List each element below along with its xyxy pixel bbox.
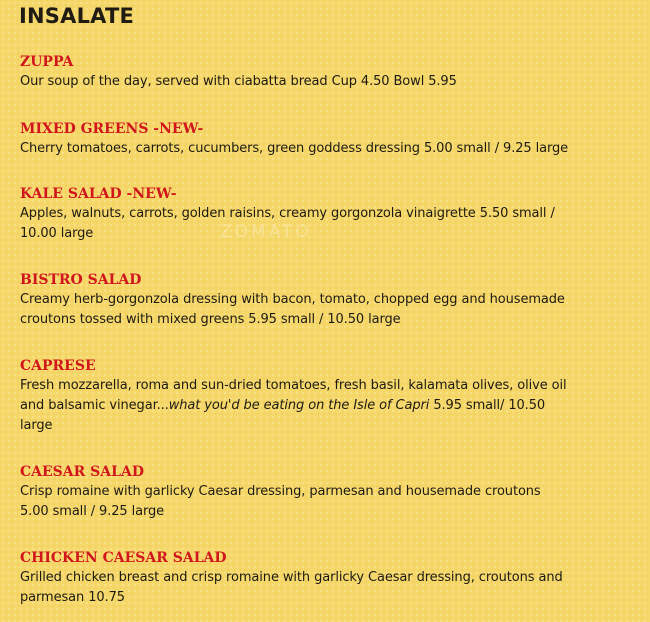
item-description-line-3: large — [20, 418, 53, 433]
item-name: BISTRO SALAD — [20, 272, 142, 288]
item-description-line-1: Creamy herb-gorgonzola dressing with bacon, tomato, chopped egg and housemade — [20, 292, 565, 307]
item-description-line-1: Crisp romaine with garlicky Caesar dressing, parmesan and housemade croutons — [20, 484, 541, 499]
item-name: CHICKEN CAESAR SALAD — [20, 550, 227, 566]
item-name: KALE SALAD -NEW- — [20, 186, 177, 202]
item-description-line-2: 10.00 large — [20, 226, 94, 241]
menu-item-kale-salad — [20, 184, 640, 244]
item-name: MIXED GREENS -NEW- — [20, 121, 204, 137]
item-price: 5.95 small/ 10.50 — [429, 398, 546, 413]
menu-item-caesar-salad — [20, 462, 640, 522]
item-description-line-2: 5.00 small / 9.25 large — [20, 504, 165, 519]
menu-item-caprese — [20, 356, 640, 436]
item-description-line-2: parmesan 10.75 — [20, 590, 125, 605]
item-description-line-2 — [20, 396, 640, 416]
item-name: ZUPPA — [20, 54, 74, 70]
item-description-italic: what you'd be eating on the Isle of Capri — [168, 398, 430, 413]
item-description-line-2: croutons tossed with mixed greens 5.95 small / 10.50 large — [20, 312, 401, 327]
item-description-line-1: Fresh mozzarella, roma and sun-dried tomatoes, fresh basil, kalamata olives, olive oil — [20, 378, 567, 393]
item-name: CAPRESE — [20, 358, 96, 374]
menu-item-mixed-greens — [20, 119, 640, 159]
section-title: INSALATE — [19, 4, 135, 28]
menu-item-chicken-caesar-salad — [20, 548, 640, 608]
item-description: Our soup of the day, served with ciabatta bread Cup 4.50 Bowl 5.95 — [20, 74, 457, 89]
item-description-line-1: Grilled chicken breast and crisp romaine with garlicky Caesar dressing, croutons and — [20, 570, 563, 585]
menu-item-bistro-salad — [20, 270, 640, 330]
item-name: CAESAR SALAD — [20, 464, 144, 480]
menu-item-zuppa — [20, 52, 640, 92]
watermark: ZOMATO — [220, 222, 312, 242]
item-description-line-1: Apples, walnuts, carrots, golden raisins, creamy gorgonzola vinaigrette 5.50 small / — [20, 206, 555, 221]
item-description-plain: and balsamic vinegar... — [20, 398, 169, 413]
item-description: Cherry tomatoes, carrots, cucumbers, green goddess dressing 5.00 small / 9.25 large — [20, 141, 569, 156]
